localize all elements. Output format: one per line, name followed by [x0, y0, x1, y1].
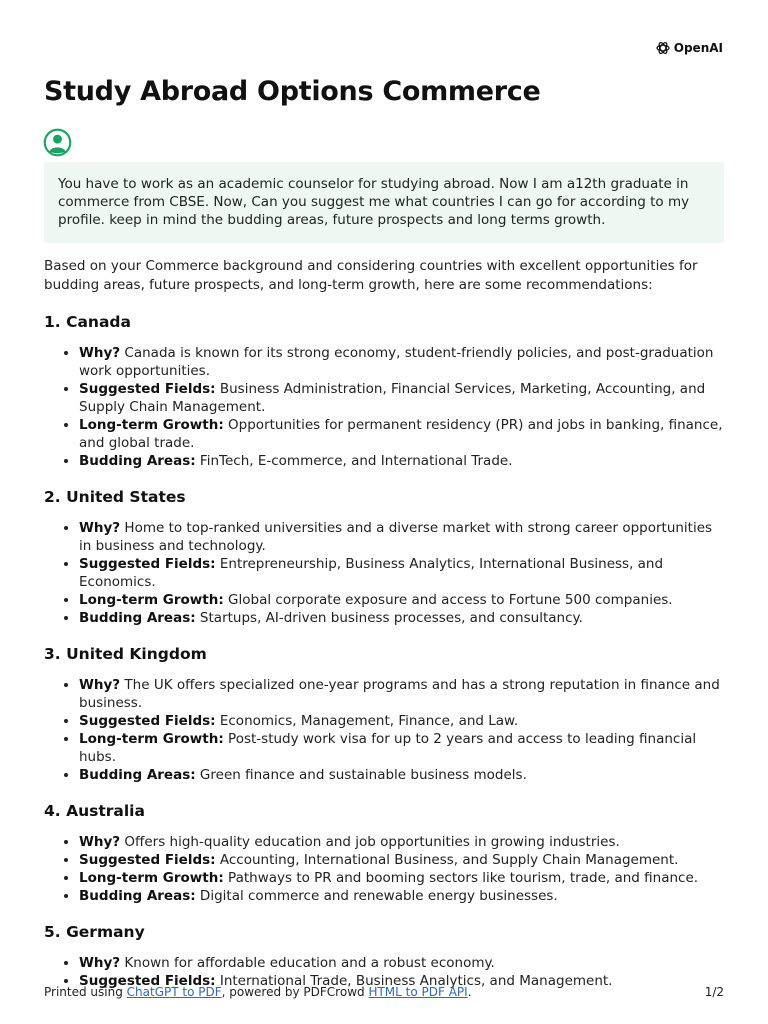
list-item: [79, 954, 728, 972]
html-to-pdf-api-link[interactable]: HTML to PDF API: [368, 985, 468, 999]
list-item-label: Long-term Growth:: [79, 870, 224, 886]
list-item: [79, 851, 728, 869]
list-item-text: Business Administration, Financial Services, Marketing, Accounting, and Supply Chain Management.: [79, 381, 706, 415]
user-prompt: [44, 162, 724, 243]
list-item-label: Suggested Fields:: [79, 713, 216, 729]
list-item-label: Why?: [79, 520, 121, 536]
list-item-label: Budding Areas:: [79, 453, 196, 469]
page-title: Study Abroad Options Commerce: [44, 76, 541, 107]
list-item: [79, 869, 728, 887]
list-item-text: Entrepreneurship, Business Analytics, International Business, and Economics.: [79, 556, 664, 590]
brand-name: OpenAI: [673, 41, 723, 55]
page-footer: [44, 985, 724, 999]
list-item: [79, 519, 728, 555]
list-item-text: International Trade, Business Analytics, and Management.: [215, 973, 613, 989]
section-list: [44, 519, 728, 627]
list-item-label: Long-term Growth:: [79, 592, 224, 608]
list-item: [79, 380, 728, 416]
list-item-label: Suggested Fields:: [79, 556, 216, 572]
list-item: [79, 887, 728, 905]
list-item: [79, 730, 728, 766]
list-item-text: Known for affordable education and a robust economy.: [120, 955, 495, 971]
list-item-text: Accounting, International Business, and Supply Chain Management.: [215, 852, 679, 868]
footer-credit: Printed using ChatGPT to PDF, powered by PDFCrowd HTML to PDF API.: [44, 985, 472, 999]
list-item: [79, 766, 728, 784]
section-heading: 3. United Kingdom: [44, 645, 207, 663]
page-number: 1/2: [704, 985, 724, 999]
user-prompt-text: You have to work as an academic counselor for studying abroad. Now I am a12th graduate in commerce from CBSE. Now, Can you suggest me what countries I can go for according to my profile. keep in mind the budding areas, future prospects and long terms growth.: [58, 176, 690, 228]
list-item-label: Budding Areas:: [79, 610, 196, 626]
list-item: [79, 344, 728, 380]
list-item-text: Pathways to PR and booming sectors like tourism, trade, and finance.: [223, 870, 699, 886]
list-item-text: Green finance and sustainable business models.: [195, 767, 527, 783]
list-item: [79, 712, 728, 730]
list-item-text: Startups, AI-driven business processes, and consultancy.: [195, 610, 583, 626]
section-heading: 1. Canada: [44, 313, 131, 331]
section-heading: 2. United States: [44, 488, 186, 506]
list-item-text: Opportunities for permanent residency (PR) and jobs in banking, finance, and global trade.: [79, 417, 723, 451]
list-item: [79, 833, 728, 851]
list-item: [79, 416, 728, 452]
list-item-label: Long-term Growth:: [79, 731, 224, 747]
list-item: [79, 609, 728, 627]
assistant-response: [44, 257, 728, 990]
list-item-text: Canada is known for its strong economy, student-friendly policies, and post-graduation work opportunities.: [79, 345, 714, 379]
list-item-label: Why?: [79, 677, 121, 693]
chatgpt-to-pdf-link[interactable]: ChatGPT to PDF: [126, 985, 222, 999]
list-item-text: The UK offers specialized one-year programs and has a strong reputation in finance and business.: [79, 677, 720, 711]
list-item-text: Offers high-quality education and job opportunities in growing industries.: [120, 834, 620, 850]
list-item-text: Home to top-ranked universities and a diverse market with strong career opportunities in business and technology.: [79, 520, 713, 554]
brand-logo: [655, 40, 723, 56]
list-item: [79, 452, 728, 470]
openai-icon: [655, 40, 671, 56]
section-heading: 5. Germany: [44, 923, 145, 941]
list-item-text: Global corporate exposure and access to Fortune 500 companies.: [223, 592, 673, 608]
list-item-label: Why?: [79, 955, 121, 971]
list-item-label: Budding Areas:: [79, 888, 196, 904]
list-item-text: Economics, Management, Finance, and Law.: [215, 713, 519, 729]
list-item-label: Suggested Fields:: [79, 852, 216, 868]
list-item-label: Long-term Growth:: [79, 417, 224, 433]
section-heading: 4. Australia: [44, 802, 145, 820]
section-list: [44, 833, 728, 905]
list-item: [79, 591, 728, 609]
user-avatar-icon: [43, 128, 72, 157]
section-list: [44, 344, 728, 470]
list-item-label: Budding Areas:: [79, 767, 196, 783]
section-list: [44, 676, 728, 784]
list-item-label: Why?: [79, 834, 121, 850]
response-intro: Based on your Commerce background and considering countries with excellent opportunities for budding areas, future prospects, and long-term growth, here are some recommendations:: [44, 258, 698, 293]
list-item-text: Post-study work visa for up to 2 years and access to leading financial hubs.: [79, 731, 697, 765]
list-item-label: Suggested Fields:: [79, 973, 216, 989]
list-item-label: Suggested Fields:: [79, 381, 216, 397]
list-item-text: Digital commerce and renewable energy businesses.: [195, 888, 558, 904]
list-item: [79, 555, 728, 591]
list-item: [79, 676, 728, 712]
list-item-text: FinTech, E-commerce, and International Trade.: [195, 453, 513, 469]
list-item-label: Why?: [79, 345, 121, 361]
